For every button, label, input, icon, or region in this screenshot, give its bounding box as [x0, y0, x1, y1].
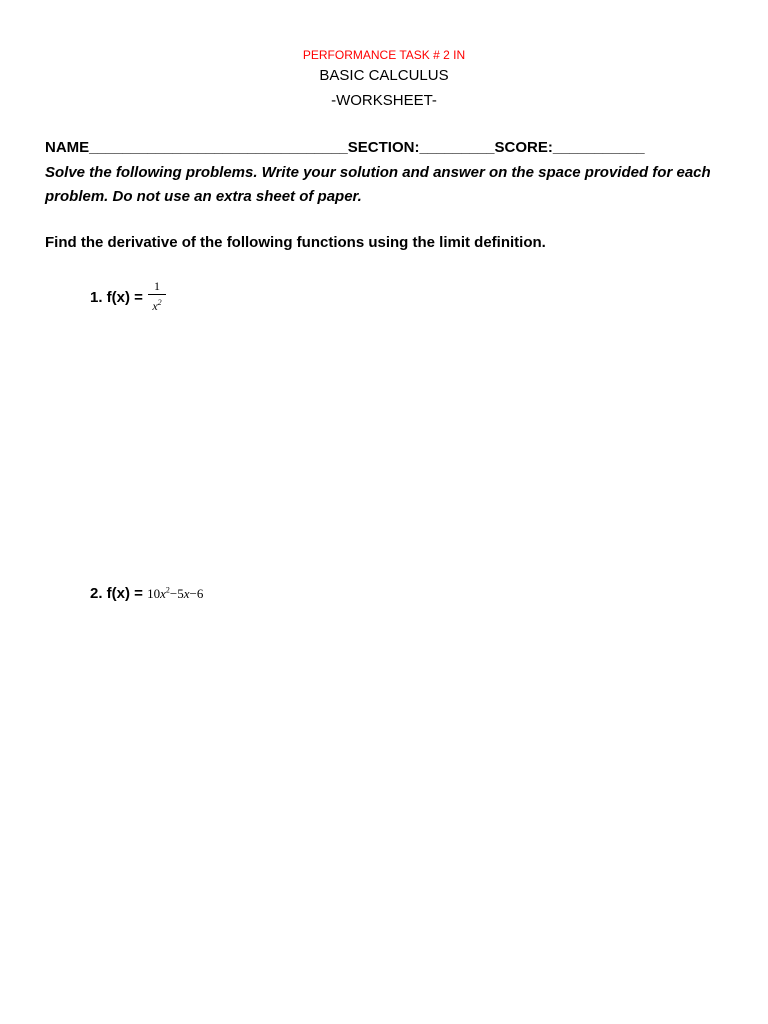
fraction-bar: [148, 294, 166, 295]
directions-text: Find the derivative of the following functions using the limit definition.: [45, 234, 546, 251]
problem-1: [90, 289, 143, 306]
section-field[interactable]: SECTION:_________: [347, 139, 495, 156]
problem-2-expression: $10x^2-5x-6$: [147, 585, 204, 601]
problem-1-fraction: [148, 280, 166, 313]
score-field[interactable]: SCORE:___________: [494, 139, 645, 156]
problem-2: [90, 585, 203, 602]
problem-1-label: 1. f(x) =: [90, 289, 143, 306]
performance-task-heading: PERFORMANCE TASK # 2 IN: [302, 48, 466, 62]
fraction-numerator: 1: [154, 279, 160, 293]
problem-2-label: 2. f(x) =: [90, 585, 148, 602]
student-info-line: [45, 139, 645, 156]
subject-title: BASIC CALCULUS: [319, 67, 449, 84]
name-field[interactable]: NAME_______________________________: [45, 139, 348, 156]
worksheet-label: -WORKSHEET-: [331, 92, 437, 109]
fraction-denominator: $x^2$: [152, 298, 162, 313]
instructions-text: Solve the following problems. Write your solution and answer on the space provided for each problem. Do not use an extra sheet of paper.: [45, 164, 711, 205]
